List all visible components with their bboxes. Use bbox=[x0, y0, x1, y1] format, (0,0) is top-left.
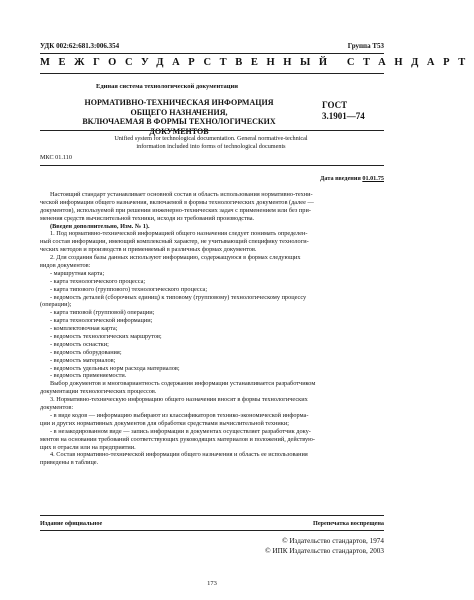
effective-date bbox=[320, 175, 384, 182]
body-text-line: - ведомость оборудования; bbox=[50, 348, 122, 356]
effective-date-value: 01.01.75 bbox=[362, 175, 384, 182]
reprint-prohibited-label: Перепечатка воспрещена bbox=[313, 520, 384, 527]
title-line: НОРМАТИВНО-ТЕХНИЧЕСКАЯ ИНФОРМАЦИЯ bbox=[84, 98, 274, 107]
top-rule bbox=[40, 53, 384, 54]
body-text-line: - маршрутная карта; bbox=[50, 269, 105, 277]
effective-date-label: Дата введения bbox=[320, 175, 361, 182]
body-text-line: - ведомость применяемости. bbox=[50, 372, 127, 380]
mks-rule bbox=[40, 165, 384, 166]
english-title-line: Unified system for technological documentation. General normative-technical bbox=[114, 135, 308, 142]
body-text-line: - ведомость материалов; bbox=[50, 356, 116, 364]
title-line: ВКЛЮЧАЕМАЯ В ФОРМЫ ТЕХНОЛОГИЧЕСКИХ ДОКУМЕНТОВ bbox=[82, 117, 276, 136]
body-text-line: - карта технологической информации; bbox=[50, 317, 153, 325]
body-text-line: ции и других нормативных документов для обработки средствами вычислительной техники; bbox=[40, 419, 289, 427]
body-text-line: - карта типовой (групповой) операции; bbox=[50, 309, 155, 317]
body-text-line: 1. Под нормативно-технической информацией общего назначения следует понимать определен- bbox=[50, 230, 308, 238]
body-text-line: - карта технологического процесса; bbox=[50, 277, 146, 285]
standard-series: Единая система технологической документации bbox=[96, 83, 239, 90]
body-text-line: документов), используемой при решении инженерно-технических задач с применением или без при- bbox=[40, 206, 311, 214]
gost-designation bbox=[322, 100, 365, 122]
body-text-line: 3. Нормативно-техническую информацию общего назначения вносят в формы технологических bbox=[50, 396, 308, 404]
english-title-line: information included into forms of technological documents bbox=[136, 142, 286, 150]
body-text-line: приведены в таблице. bbox=[40, 459, 99, 467]
english-title bbox=[76, 135, 346, 150]
document-body bbox=[40, 191, 384, 467]
copyright-line: © Издательство стандартов, 1974 bbox=[282, 537, 384, 545]
title-rule bbox=[40, 130, 384, 131]
body-text-line: - в незакодированном виде — запись информации в документах осуществляет разработчик доку- bbox=[50, 427, 311, 435]
footer-rule-2 bbox=[40, 530, 384, 531]
body-text-line: Настоящий стандарт устанавливает основной состав и область использования нормативно-техни- bbox=[50, 191, 313, 198]
body-text-line: - ведомость деталей (сборочных единиц) к типовому (групповому) технологическому процессу bbox=[50, 293, 307, 301]
body-text-line: - ведомость оснастки; bbox=[50, 340, 109, 348]
body-text-line: видов документов: bbox=[40, 262, 91, 270]
body-text-line: ный состав информации, имеющий комплексный характер, не учитывающий специфику технологи- bbox=[40, 238, 309, 246]
body-text-line: 2. Для создания базы данных используют информацию, содержащуюся в формах следующих bbox=[50, 254, 301, 262]
body-text-line: ческих методов и производств и применяемый в различных формах документов. bbox=[40, 246, 257, 254]
group-code: Группа Т53 bbox=[347, 42, 384, 50]
udk-code: УДК 002:62:681.3:006.354 bbox=[40, 42, 120, 50]
body-text-line: - ведомость удельных норм расхода материалов; bbox=[50, 364, 180, 372]
body-text-line: - комплектовочная карта; bbox=[50, 325, 118, 333]
body-text-line: ментов на основании требований соответствующих руководящих материалов и положений, действую- bbox=[40, 435, 315, 443]
body-text-line: - в виде кодов — информацию выбирают из классификаторов технико-экономической информа- bbox=[50, 411, 309, 419]
body-text-line: Выбор документов и многовариантность содержания информации устанавливается разработчиком bbox=[50, 380, 316, 388]
body-text-line: 4. Состав нормативно-технической информации общего назначения и область ее использования bbox=[50, 451, 308, 459]
official-edition-label: Издание официальное bbox=[40, 520, 103, 527]
body-text-line: щих в отрасли или на предприятии. bbox=[40, 443, 136, 451]
body-text-line: менения средств вычислительной техники, исходя из требований производства. bbox=[40, 214, 255, 222]
mks-code: МКС 01.110 bbox=[40, 154, 72, 161]
heading-rule bbox=[40, 73, 384, 74]
page-number: 173 bbox=[207, 580, 217, 587]
gost-label: ГОСТ bbox=[322, 100, 348, 110]
body-text-line: - карта типового (группового) технологического процесса; bbox=[50, 285, 208, 293]
body-text-line: ческой информации общего назначения, включаемой в формы технологических документов (далее — bbox=[40, 198, 314, 206]
interstate-standard-heading: МЕЖГОСУДАРСТВЕННЫЙ СТАНДАРТ bbox=[40, 57, 474, 68]
body-text-line: документов: bbox=[40, 404, 74, 412]
body-text-line: документации технологических процессов. bbox=[40, 388, 157, 396]
gost-number: 3.1901—74 bbox=[322, 111, 365, 121]
title-line: ОБЩЕГО НАЗНАЧЕНИЯ, bbox=[130, 107, 228, 117]
copyright-line: © ИПК Издательство стандартов, 2003 bbox=[265, 547, 384, 555]
body-text-line: (операции); bbox=[40, 301, 72, 309]
body-text-line: (Введен дополнительно, Изм. № 1). bbox=[50, 222, 150, 230]
body-text-line: - ведомость технологических маршрутов; bbox=[50, 333, 162, 341]
footer-rule bbox=[40, 515, 384, 516]
